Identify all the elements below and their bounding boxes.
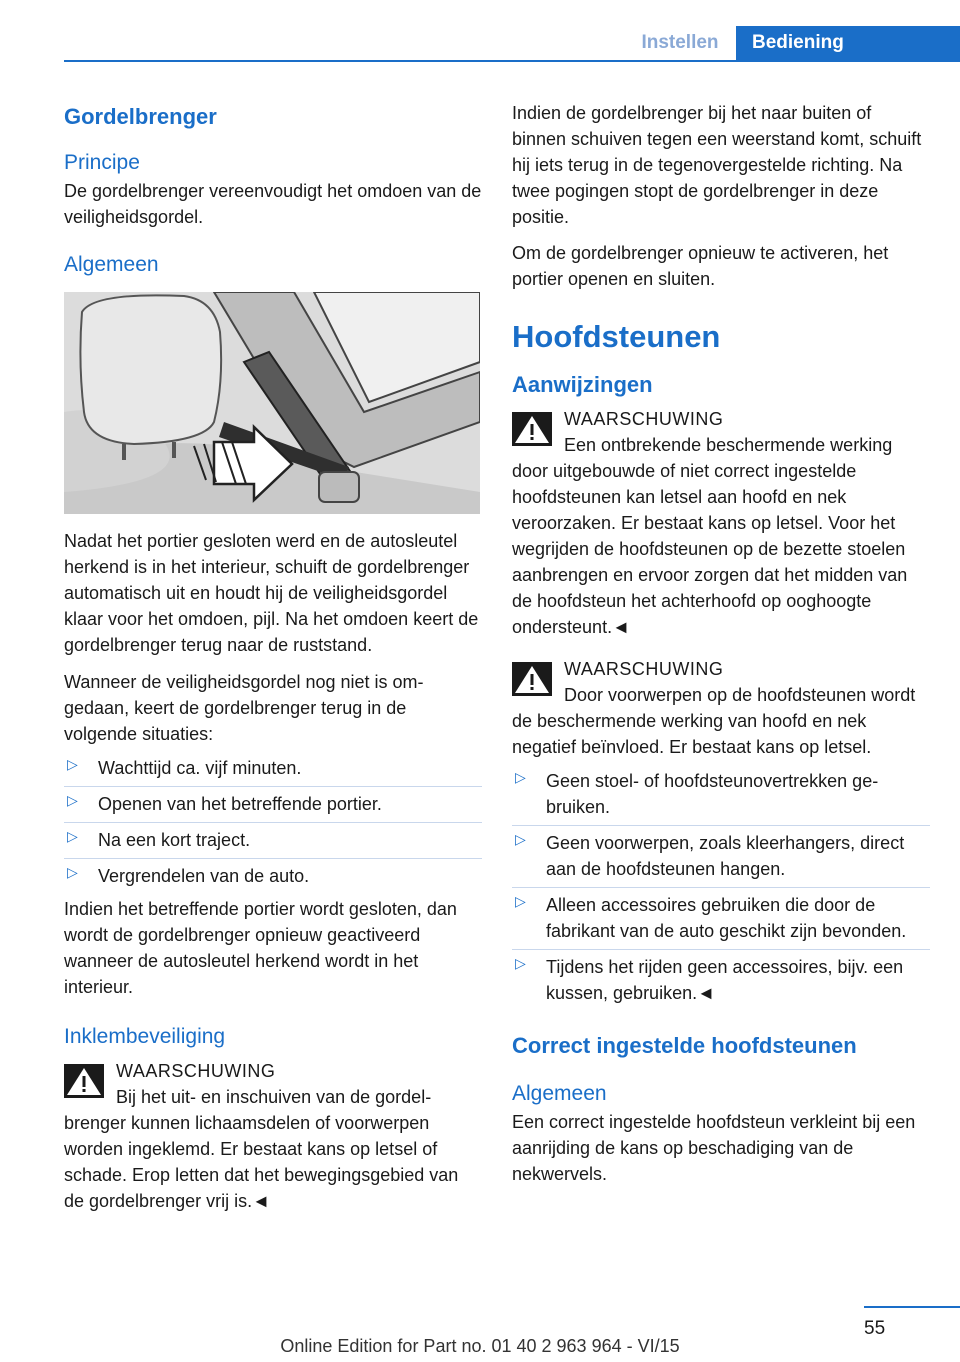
triangle-bullet-icon: ▷: [67, 792, 78, 808]
heading-algemeen: Algemeen: [64, 253, 159, 276]
heading-correct-ingesteld: Correct ingestelde hoofdsteunen: [512, 1033, 857, 1058]
section-title-gordelbrenger: Gordelbrenger: [64, 104, 217, 129]
seatbelt-presenter-illustration-icon: [64, 292, 480, 514]
paragraph-weerstand: Indien de gordelbrenger bij het naar buiten of binnen schuiven tegen een weerstand komt, schuift hij iets terug in de tegenovergestelde richting. Na twee pogingen stopt de gordelbrenger in deze positie.: [512, 103, 922, 227]
section-title-hoofdsteunen: Hoofdsteunen: [512, 319, 721, 354]
heading-algemeen-hoofdsteunen: Algemeen: [512, 1082, 607, 1105]
page-number: 55: [864, 1318, 886, 1339]
header-rule: [64, 60, 960, 62]
triangle-bullet-icon: ▷: [67, 828, 78, 844]
tab-bediening[interactable]: Bediening: [736, 26, 960, 62]
heading-inklembeveiliging: Inklembeveiliging: [64, 1025, 226, 1048]
warning-text: Door voorwerpen op de hoofdsteunen wordt de beschermende werking van hoofd en nek negatief beïnvloed. Er bestaat kans op letsel.: [512, 685, 916, 757]
paragraph-situaties: Wanneer de veiligheidsgordel nog niet is omgedaan, keert de gordelbrenger terug in de volgende situaties:: [64, 672, 424, 744]
list-item: [64, 751, 482, 787]
list-item-text: Vergrendelen van de auto.: [98, 866, 310, 886]
principe-text: De gordelbrenger vereenvoudigt het omdoen van de veiligheidsgordel.: [64, 181, 482, 227]
list-item-text: Alleen accessoires gebruiken die door de fabrikant van de auto geschikt zijn bevonden.: [546, 895, 907, 941]
list-item: [512, 826, 930, 888]
warning-title: WAARSCHUWING: [564, 659, 724, 679]
seatbelt-presenter-figure: [64, 292, 480, 514]
left-column: [64, 100, 482, 1214]
list-item: [64, 787, 482, 823]
triangle-bullet-icon: ▷: [67, 756, 78, 772]
warning-text: Een ontbrekende beschermende werking door uitgebouwde of niet correct ingestelde hoofdsteunen kan letsel aan hoofd en nek veroorzaken. Er bestaat kans op letsel. Voor het wegrijden de hoofdsteunen op de bezette stoelen aanbrengen en ervoor zorgen dat het midden van de hoofdsteun het achterhoofd op ooghoogte ondersteunt.◄: [512, 435, 908, 637]
paragraph-opnieuw-geactiveerd: Indien het betreffende portier wordt gesloten, dan wordt de gordelbrenger opnieuw geactiveerd wanneer de autosleutel herkend wordt in het interieur.: [64, 899, 457, 997]
paragraph-correct-ingesteld: Een correct ingestelde hoofdsteun verkleint bij een aanrijding de kans op beschadiging van de nekwervels.: [512, 1112, 916, 1184]
right-headrest-list: [512, 764, 930, 1011]
paragraph-opnieuw-activeren: Om de gordelbrenger opnieuw te activeren, het portier openen en sluiten.: [512, 243, 889, 289]
paragraph-gordelbrenger-uitschuiven: Nadat het portier gesloten werd en de autosleutel herkend is in het interieur, schuift de gordelbrenger automatisch uit en houdt hij de veiligheidsgordel klaar voor het omdoen, pijl. Na het omdoen keert de gordelbrenger terug naar de ruststand.: [64, 531, 479, 655]
heading-aanwijzingen: Aanwijzingen: [512, 372, 653, 397]
warning-text: Bij het uit- en inschuiven van de gordelbrenger kunnen lichaamsdelen of voorwerpen worden ingeklemd. Er bestaat kans op letsel of schade. Erop letten dat het bewegingsgebied van de gordelbrenger vrij is.◄: [64, 1087, 459, 1211]
list-item-text: Na een kort traject.: [98, 830, 251, 850]
triangle-bullet-icon: ▷: [515, 955, 526, 971]
edition-footer: Online Edition for Part no. 01 40 2 963 964 - VI/15: [280, 1336, 680, 1356]
list-item-text: Tijdens het rijden geen accessoires, bijv. een kussen, gebruiken.◄: [546, 957, 904, 1003]
list-item: [512, 950, 930, 1011]
tab-instellen[interactable]: Instellen: [641, 32, 719, 53]
list-item-text: Geen voorwerpen, zoals kleerhangers, direct aan de hoofdsteunen hangen.: [546, 833, 905, 879]
warning-inklem: [64, 1058, 482, 1214]
triangle-bullet-icon: ▷: [515, 831, 526, 847]
warning-triangle-icon: [512, 662, 552, 696]
list-item: [64, 859, 482, 894]
list-item-text: Wachttijd ca. vijf minuten.: [98, 758, 302, 778]
warning-triangle-icon: [512, 412, 552, 446]
warning-title: WAARSCHUWING: [116, 1061, 276, 1081]
list-item: [512, 888, 930, 950]
triangle-bullet-icon: ▷: [515, 893, 526, 909]
heading-principe: Principe: [64, 151, 140, 174]
triangle-bullet-icon: ▷: [515, 769, 526, 785]
left-situations-list: [64, 751, 482, 894]
warning-hoofdsteunen-2: [512, 656, 930, 760]
warning-title: WAARSCHUWING: [564, 409, 724, 429]
list-item-text: Openen van het betreffende portier.: [98, 794, 382, 814]
list-item-text: Geen stoel- of hoofdsteunovertrekken gebruiken.: [546, 771, 879, 817]
warning-triangle-icon: [64, 1064, 104, 1098]
warning-hoofdsteunen-1: [512, 406, 930, 640]
footer-rule: [864, 1306, 960, 1308]
triangle-bullet-icon: ▷: [67, 864, 78, 880]
list-item: [512, 764, 930, 826]
list-item: [64, 823, 482, 859]
right-column: [512, 100, 930, 1187]
